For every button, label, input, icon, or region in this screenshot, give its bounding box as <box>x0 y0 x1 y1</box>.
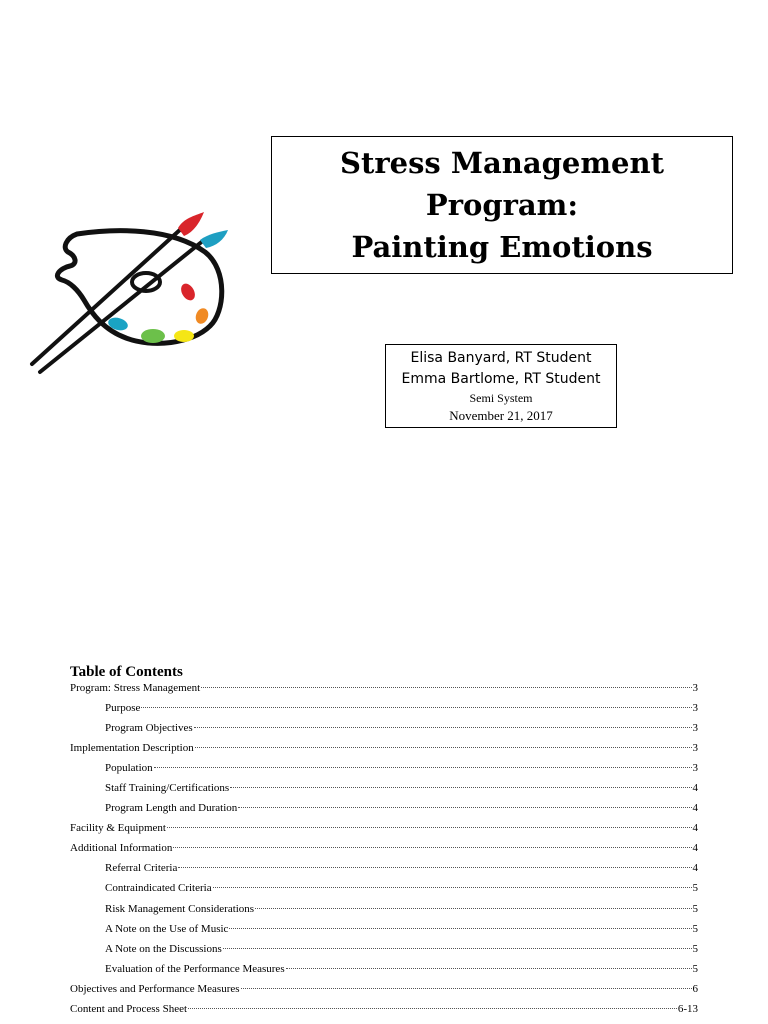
toc-entry-page: 6-13 <box>677 1003 698 1015</box>
toc-leader-dots <box>223 948 692 949</box>
toc-entry[interactable] <box>70 881 698 901</box>
toc-leader-dots <box>201 687 691 688</box>
toc-entry-page: 3 <box>692 682 698 694</box>
toc-entry[interactable] <box>70 1002 698 1022</box>
document-title-line-2: Program: <box>425 188 579 222</box>
toc-entry[interactable] <box>70 982 698 1002</box>
toc-entry-page: 4 <box>692 862 698 875</box>
toc-entry-title: Objectives and Performance Measures <box>70 982 240 995</box>
toc-entry[interactable] <box>70 922 698 942</box>
toc-entry-page: 5 <box>692 902 698 915</box>
toc-entry[interactable] <box>70 841 698 861</box>
toc-entry-page: 4 <box>692 802 698 815</box>
organization-name: Semi System <box>469 391 533 405</box>
toc-entry-title: Program: Stress Management <box>70 682 201 694</box>
toc-leader-dots <box>154 767 692 768</box>
paint-yellow <box>174 330 194 342</box>
toc-leader-dots <box>195 747 692 748</box>
toc-entry-page: 5 <box>692 922 698 935</box>
toc-leader-dots <box>141 707 691 708</box>
toc-entry-page: 4 <box>692 781 698 794</box>
document-date: November 21, 2017 <box>449 408 553 423</box>
brush-handle-2 <box>40 240 204 372</box>
toc-entry-page: 3 <box>692 721 698 734</box>
toc-entry[interactable] <box>70 681 698 701</box>
toc-leader-dots <box>229 928 691 929</box>
toc-entry[interactable] <box>70 902 698 922</box>
toc-leader-dots <box>255 908 691 909</box>
toc-entry-page: 6 <box>692 982 698 995</box>
toc-entry[interactable] <box>70 721 698 741</box>
toc-entry[interactable] <box>70 942 698 962</box>
toc-entry-title: Purpose <box>105 701 141 714</box>
toc-entry-title: Contraindicated Criteria <box>105 882 212 895</box>
toc-entry-title: Referral Criteria <box>105 862 178 875</box>
brush-tip-2 <box>200 230 228 248</box>
toc-leader-dots <box>178 867 691 868</box>
toc-entry-title: A Note on the Discussions <box>105 942 222 955</box>
document-title-line-3: Painting Emotions <box>351 230 653 264</box>
toc-leader-dots <box>188 1008 677 1009</box>
toc-entry-title: Program Length and Duration <box>105 802 238 815</box>
toc-entry[interactable] <box>70 761 698 781</box>
toc-entry-title: Staff Training/Certifications <box>105 781 230 794</box>
toc-entry-title: Program Objectives <box>105 721 193 734</box>
toc-entry-page: 3 <box>692 761 698 774</box>
toc-entry-page: 3 <box>692 701 698 714</box>
toc-entry[interactable] <box>70 821 698 841</box>
toc-entry-title: Additional Information <box>70 842 173 855</box>
toc-entry[interactable] <box>70 801 698 821</box>
paint-red <box>178 281 197 303</box>
toc-entry-page: 5 <box>692 882 698 895</box>
brush-tip-1 <box>178 212 204 236</box>
toc-leader-dots <box>238 807 691 808</box>
toc-entry-title: Evaluation of the Performance Measures <box>105 962 285 975</box>
toc-leader-dots <box>286 968 692 969</box>
toc-entry[interactable] <box>70 741 698 761</box>
table-of-contents <box>70 664 698 1022</box>
toc-leader-dots <box>213 887 692 888</box>
toc-entry-page: 5 <box>692 942 698 955</box>
author-name: Elisa Banyard, RT Student <box>410 350 592 366</box>
toc-entry[interactable] <box>70 701 698 721</box>
toc-leader-dots <box>167 827 692 828</box>
toc-entry-title: Implementation Description <box>70 741 194 754</box>
paint-orange <box>194 306 211 325</box>
toc-entry-page: 5 <box>692 962 698 975</box>
toc-leader-dots <box>194 727 692 728</box>
toc-entry[interactable] <box>70 781 698 801</box>
toc-entry[interactable] <box>70 861 698 881</box>
toc-entry-title: Population <box>105 761 153 774</box>
title-box <box>271 136 733 274</box>
toc-leader-dots <box>173 847 691 848</box>
toc-list <box>70 681 698 1022</box>
paint-green <box>141 329 165 343</box>
toc-entry-title: A Note on the Use of Music <box>105 922 229 935</box>
toc-entry-page: 4 <box>692 842 698 855</box>
author-box <box>385 344 617 428</box>
paint-palette-icon <box>22 176 250 402</box>
toc-entry-title: Risk Management Considerations <box>105 902 255 915</box>
document-title-line-1: Stress Management <box>340 146 664 180</box>
author-name: Emma Bartlome, RT Student <box>401 371 601 387</box>
toc-entry[interactable] <box>70 962 698 982</box>
toc-entry-page: 4 <box>692 822 698 835</box>
toc-entry-title: Facility & Equipment <box>70 822 166 835</box>
toc-heading: Table of Contents <box>70 664 183 680</box>
toc-leader-dots <box>230 787 691 788</box>
toc-leader-dots <box>241 988 692 989</box>
toc-entry-page: 3 <box>692 741 698 754</box>
toc-entry-title: Content and Process Sheet <box>70 1003 188 1015</box>
